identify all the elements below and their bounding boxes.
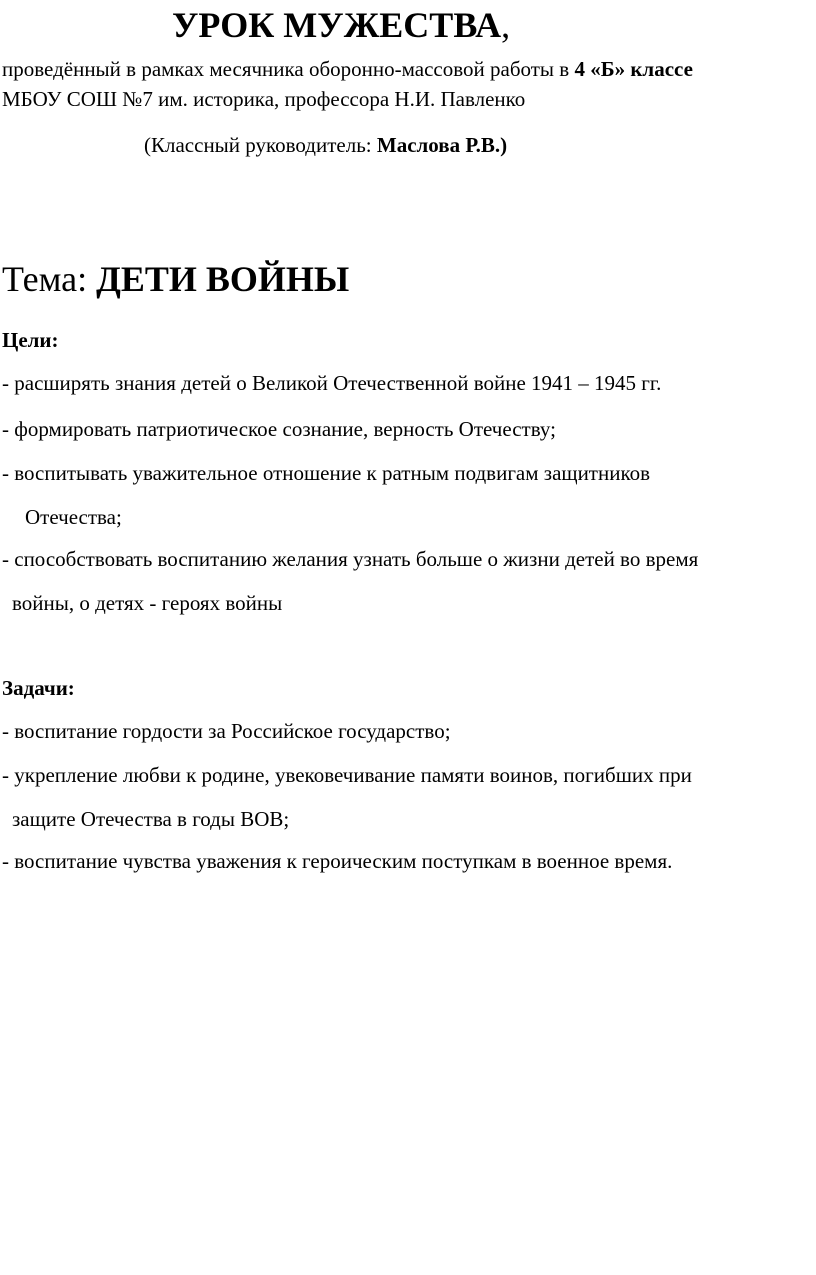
title-text: УРОК МУЖЕСТВА: [172, 5, 502, 45]
task-item: - воспитание чувства уважения к героическим поступкам в военное время.: [2, 849, 673, 873]
document-title: [172, 4, 510, 46]
goals-heading: Цели:: [2, 328, 59, 352]
goal-item-continuation: Отечества;: [25, 505, 122, 529]
theme-line: [2, 258, 349, 300]
tasks-heading: Задачи:: [2, 676, 75, 700]
theme-label: Тема:: [2, 259, 97, 299]
class-name: 4 «Б» классе: [574, 57, 693, 81]
teacher-name: Маслова Р.В.): [376, 133, 508, 157]
subtitle-line-1: [2, 56, 693, 82]
teacher-line: [144, 132, 507, 158]
title-comma: ,: [501, 5, 511, 45]
task-item-continuation: защите Отечества в годы ВОВ;: [12, 807, 290, 831]
goal-item: - способствовать воспитанию желания узнать больше о жизни детей во время: [2, 547, 699, 571]
subtitle-line-2: МБОУ СОШ №7 им. историка, профессора Н.И. Павленко: [2, 87, 526, 111]
goal-item: - формировать патриотическое сознание, верность Отечеству;: [2, 417, 556, 441]
theme-value: ДЕТИ ВОЙНЫ: [96, 259, 350, 299]
task-item: - воспитание гордости за Российское государство;: [2, 719, 451, 743]
goal-item-continuation: войны, о детях - героях войны: [12, 591, 283, 615]
goal-item: - воспитывать уважительное отношение к ратным подвигам защитников: [2, 461, 651, 485]
task-item: - укрепление любви к родине, увековечивание памяти воинов, погибших при: [2, 763, 692, 787]
subtitle-prefix: проведённый в рамках месячника оборонно-массовой работы в: [2, 57, 575, 81]
teacher-label: (Классный руководитель:: [144, 133, 377, 157]
goal-item: - расширять знания детей о Великой Отечественной войне 1941 – 1945 гг.: [2, 371, 662, 395]
